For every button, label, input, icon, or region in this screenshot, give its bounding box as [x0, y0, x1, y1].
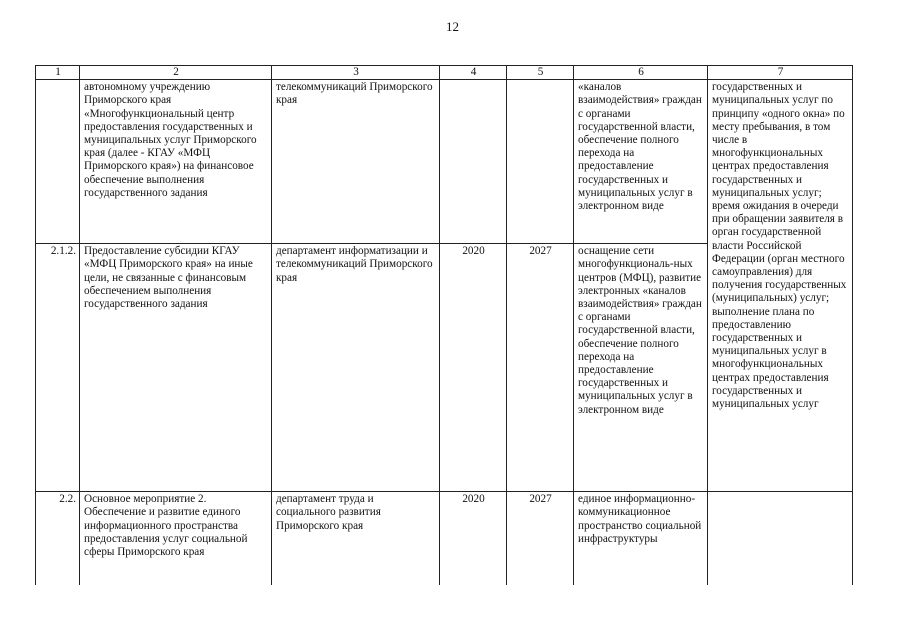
indicators: [708, 492, 853, 586]
executor: телекоммуникаций Приморского края: [272, 80, 440, 244]
page-number: 12: [446, 19, 459, 34]
activity-name: Предоставление субсидии КГАУ «МФЦ Приморского края» на иные цели, не связанные с финансовым обеспечением выполнения государственного задания: [80, 244, 272, 492]
end-year: 2027: [507, 492, 574, 586]
header-cell-5: 5: [507, 66, 574, 80]
activity-name: автономному учреждению Приморского края «Многофункциональный центр предоставления государственных и муниципальных услуг Приморского края (далее - КГАУ «МФЦ Приморского края») на финансовое обеспечение выполнения государственного задания: [80, 80, 272, 244]
expected-result: «каналов взаимодействия» граждан с органами государственной власти, обеспечение полного перехода на предоставление государственных и муниципальных услуг в электронном виде: [574, 80, 708, 244]
expected-result: единое информационно-коммуникационное пространство социальной инфраструктуры: [574, 492, 708, 586]
row-number: 2.1.2.: [36, 244, 80, 492]
executor: департамент информатизации и телекоммуникаций Приморского края: [272, 244, 440, 492]
header-cell-2: 2: [80, 66, 272, 80]
end-year: [507, 80, 574, 244]
expected-result: оснащение сети многофункциональ-ных центров (МФЦ), развитие электронных «каналов взаимодействия» граждан с органами государственной власти, обеспечение полного перехода на предоставление государственных и муниципальных услуг в электронном виде: [574, 244, 708, 492]
header-cell-4: 4: [440, 66, 507, 80]
table-row: [36, 492, 853, 586]
header-row: [36, 66, 853, 80]
end-year: 2027: [507, 244, 574, 492]
row-number: [36, 80, 80, 244]
activity-name: Основное мероприятие 2. Обеспечение и развитие единого информационного пространства предоставления услуг социальной сферы Приморского края: [80, 492, 272, 586]
program-activities-table: [35, 65, 853, 585]
indicators-merged: государственных и муниципальных услуг по принципу «одного окна» по месту пребывания, в том числе в многофункциональных центрах предоставления государственных и муниципальных услуг; время ожидания в очереди при обращении заявителя в орган государственной власти Российской Федерации (орган местного самоуправления) для получения государственных (муниципальных) услуг; выполнение плана по предоставлению государственных и муниципальных услуг в многофункциональных центрах предоставления государственных и муниципальных услуг: [708, 80, 853, 492]
header-cell-6: 6: [574, 66, 708, 80]
start-year: 2020: [440, 244, 507, 492]
header-cell-7: 7: [708, 66, 853, 80]
executor: департамент труда и социального развития Приморского края: [272, 492, 440, 586]
header-cell-1: 1: [36, 66, 80, 80]
start-year: [440, 80, 507, 244]
row-number: 2.2.: [36, 492, 80, 586]
header-cell-3: 3: [272, 66, 440, 80]
start-year: 2020: [440, 492, 507, 586]
table-row: [36, 80, 853, 244]
